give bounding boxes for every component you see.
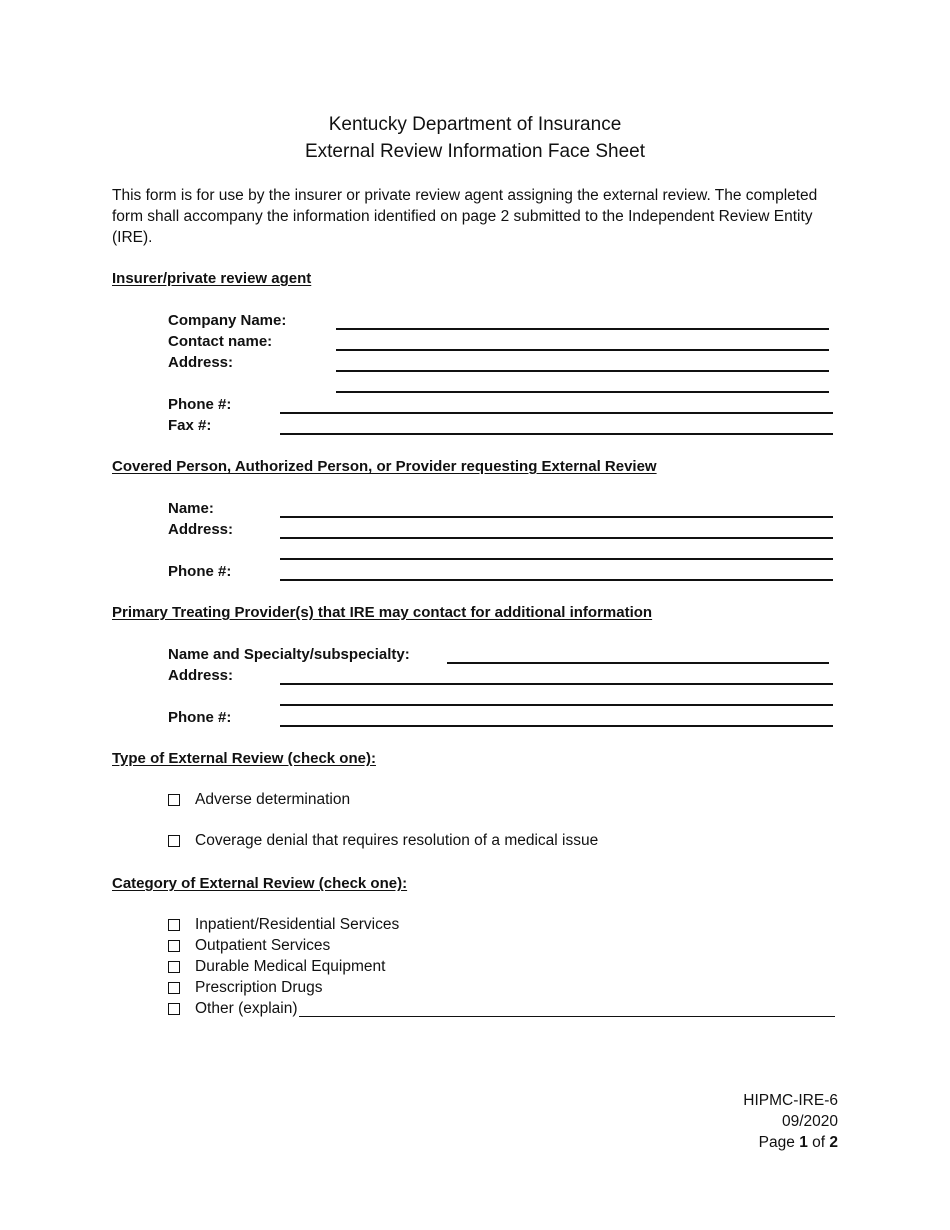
page-number (743, 1132, 838, 1153)
adverse-determination-checkbox[interactable] (168, 794, 180, 806)
category-option-label: Durable Medical Equipment (195, 958, 386, 975)
provider-phone-label: Phone #: (168, 709, 232, 726)
intro-text: This form is for use by the insurer or private review agent assigning the external review. The completed form shall accompany the information identified on page 2 submitted to the Independent Review Entity (IRE). (112, 187, 818, 246)
review-type-option[interactable] (168, 832, 598, 850)
page-current: 1 (799, 1134, 808, 1151)
form-id: HIPMC-IRE-6 (743, 1092, 838, 1109)
insurer-section-heading: Insurer/private review agent (112, 270, 312, 287)
durable-medical-equipment-checkbox[interactable] (168, 961, 180, 973)
category-option-label: Outpatient Services (195, 937, 331, 954)
covered-address-field-line1[interactable] (280, 537, 833, 539)
review-type-option[interactable] (168, 791, 350, 809)
category-option[interactable] (168, 958, 385, 976)
provider-phone-field[interactable] (280, 725, 833, 727)
provider-name-specialty-label: Name and Specialty/subspecialty: (168, 646, 410, 663)
inpatient-checkbox[interactable] (168, 919, 180, 931)
covered-name-field[interactable] (280, 516, 833, 518)
page-total: 2 (829, 1134, 838, 1151)
category-section-heading: Category of External Review (check one): (112, 875, 408, 892)
form-date: 09/2020 (781, 1113, 838, 1130)
review-type-option-label: Coverage denial that requires resolution of a medical issue (195, 832, 599, 849)
contact-name-field[interactable] (336, 349, 829, 351)
page-prefix: Page (758, 1134, 795, 1151)
contact-name-label: Contact name: (168, 333, 273, 350)
review-type-section-heading: Type of External Review (check one): (112, 750, 376, 767)
category-option-label: Other (explain) (195, 1000, 298, 1017)
provider-section-heading: Primary Treating Provider(s) that IRE may contact for additional information (112, 604, 653, 621)
category-option-label: Prescription Drugs (195, 979, 323, 996)
category-option[interactable] (168, 1000, 835, 1018)
form-footer (743, 1090, 838, 1153)
category-option[interactable] (168, 937, 330, 955)
insurer-fax-field[interactable] (280, 433, 833, 435)
covered-phone-label: Phone #: (168, 563, 232, 580)
insurer-phone-field[interactable] (280, 412, 833, 414)
category-option[interactable] (168, 979, 323, 997)
insurer-fax-label: Fax #: (168, 417, 212, 434)
page-of: of (812, 1134, 826, 1151)
covered-person-section-heading: Covered Person, Authorized Person, or Provider requesting External Review (112, 458, 657, 475)
page-title-form: External Review Information Face Sheet (304, 141, 646, 162)
insurer-address-label: Address: (168, 354, 234, 371)
covered-phone-field[interactable] (280, 579, 833, 581)
covered-address-label: Address: (168, 521, 234, 538)
page-title-agency: Kentucky Department of Insurance (328, 114, 622, 135)
category-option[interactable] (168, 916, 399, 934)
coverage-denial-checkbox[interactable] (168, 835, 180, 847)
company-name-label: Company Name: (168, 312, 287, 329)
prescription-drugs-checkbox[interactable] (168, 982, 180, 994)
other-explain-field[interactable] (299, 1002, 835, 1017)
provider-name-specialty-field[interactable] (447, 662, 829, 664)
category-option-label: Inpatient/Residential Services (195, 916, 400, 933)
provider-address-label: Address: (168, 667, 234, 684)
covered-address-field-line2[interactable] (280, 558, 833, 560)
covered-name-label: Name: (168, 500, 214, 517)
insurer-address-field-line1[interactable] (336, 370, 829, 372)
insurer-phone-label: Phone #: (168, 396, 232, 413)
insurer-address-field-line2[interactable] (336, 391, 829, 393)
provider-address-field-line1[interactable] (280, 683, 833, 685)
other-checkbox[interactable] (168, 1003, 180, 1015)
outpatient-checkbox[interactable] (168, 940, 180, 952)
provider-address-field-line2[interactable] (280, 704, 833, 706)
review-type-option-label: Adverse determination (195, 791, 351, 808)
company-name-field[interactable] (336, 328, 829, 330)
